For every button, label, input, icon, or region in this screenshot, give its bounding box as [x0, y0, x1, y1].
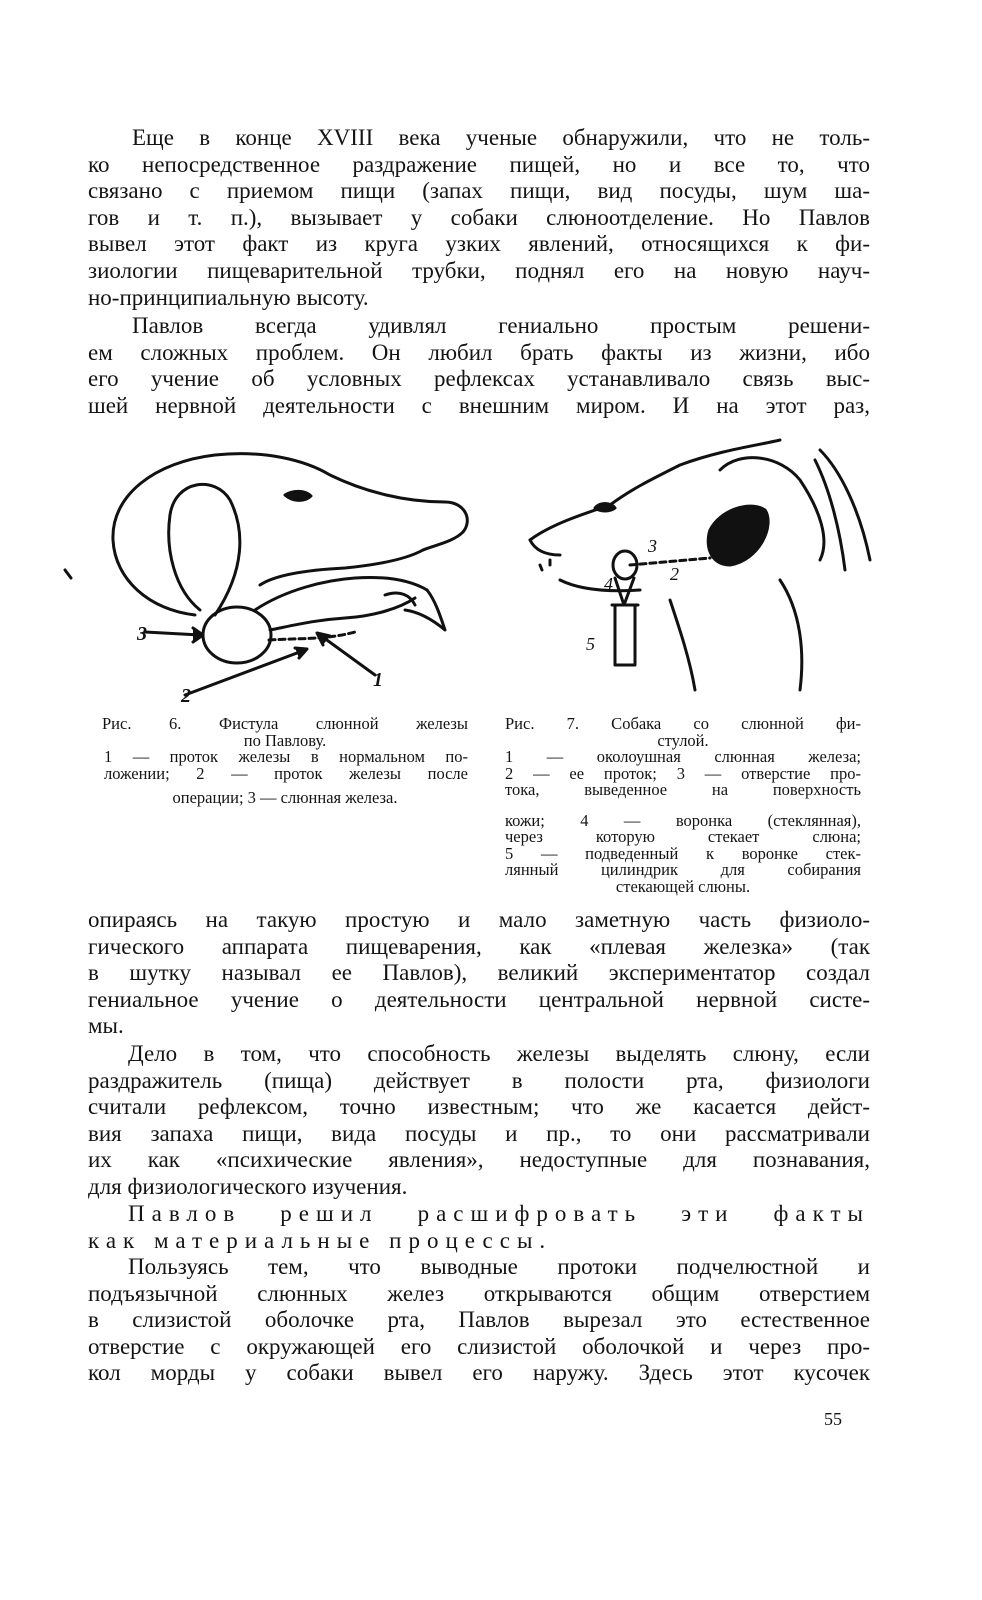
caption-line: 2 — ее проток; 3 — отверстие про- [505, 763, 861, 783]
text-line: в шутку называл ее Павлов), великий экспериментатор создал [88, 960, 870, 986]
text-line: зиологии пищеварительной трубки, поднял его на новую науч- [88, 257, 870, 283]
paragraph-3 [88, 907, 870, 1040]
figure-7-caption [505, 716, 861, 895]
fig6-label-3: 3 [137, 623, 147, 645]
caption-line: тока, выведенное на поверхность [505, 780, 861, 799]
page-number: 55 [824, 1409, 842, 1429]
text-line: его учение об условных рефлексах устанавливало связь выс- [88, 366, 870, 392]
text-line: гического аппарата пищеварения, как «плевая железка» (так [88, 933, 870, 959]
fig7-label-4: 4 [604, 574, 613, 594]
text-line: Павлов решил расшифровать эти факты [128, 1201, 870, 1226]
paragraph-5 [88, 1201, 870, 1254]
caption-line: операции; 3 — слюнная железа. [172, 788, 398, 807]
fig6-label-2: 2 [181, 685, 191, 705]
fig7-label-2: 2 [670, 564, 679, 584]
figure-7-drawing [520, 430, 880, 700]
text-line: как материальные процессы. [88, 1227, 553, 1253]
fig6-label-1: 1 [373, 669, 383, 691]
text-line: в слизистой оболочке рта, Павлов вырезал это естественное [88, 1307, 870, 1333]
caption-line: стулой. [657, 730, 709, 750]
caption-line: Рис. 6. Фистула слюнной железы [102, 714, 468, 733]
text-line: Еще в конце XVIII века ученые обнаружили, что не толь- [132, 125, 870, 150]
dog-with-fistula-illustration [520, 430, 880, 700]
fig7-label-5: 5 [586, 634, 595, 654]
text-line: гениальное учение о деятельности центральной нервной систе- [88, 986, 870, 1012]
caption-line: стекающей слюны. [615, 876, 751, 896]
caption-line: ложении; 2 — проток железы после [104, 763, 468, 783]
fig7-label-3: 3 [648, 536, 657, 556]
paragraph-4 [88, 1041, 870, 1201]
text-line: для физиологического изучения. [88, 1173, 408, 1199]
text-line: опираясь на такую простую и мало заметную часть физиоло- [88, 907, 870, 932]
fig7-label-1: 1 [750, 514, 759, 534]
text-line: их как «психические явления», недоступные для познавания, [88, 1147, 870, 1173]
text-line: ко непосредственное раздражение пищей, но и все то, что [88, 151, 870, 177]
caption-line: лянный цилиндрик для собирания [505, 860, 861, 879]
dog-salivary-fistula-illustration [55, 440, 485, 705]
text-line: Павлов всегда удивлял гениально простым решени- [132, 313, 870, 338]
figure-6-caption [102, 716, 468, 807]
text-line: ем сложных проблем. Он любил брать факты из жизни, ибо [88, 339, 870, 365]
text-line: раздражитель (пища) действует в полости рта, физиологи [88, 1067, 870, 1093]
text-line: кол морды у собаки вывел его наружу. Здесь этот кусочек [88, 1360, 870, 1386]
caption-line: Рис. 7. Собака со слюнной фи- [505, 714, 861, 733]
caption-line: 1 — околоушная слюнная железа; [505, 747, 861, 766]
text-line: мы. [88, 1013, 124, 1039]
text-line: шей нервной деятельности с внешним миром. И на этот раз, [88, 392, 870, 418]
text-line: отверстие с окружающей его слизистой оболочкой и через про- [88, 1333, 870, 1359]
caption-line: 5 — подведенный к воронке стек- [505, 843, 861, 863]
text-line: связано с приемом пищи (запах пищи, вид посуды, шум ша- [88, 178, 870, 204]
caption-line: по Павлову. [243, 730, 327, 750]
caption-line: через которую стекает слюна; [505, 827, 861, 846]
caption-line: 1 — проток железы в нормальном по- [104, 747, 468, 766]
paragraph-6 [88, 1254, 870, 1387]
paragraph-1 [88, 125, 870, 311]
text-line: но-принципиальную высоту. [88, 284, 369, 310]
text-line: подъязычной слюнных желез открываются общим отверстием [88, 1280, 870, 1306]
text-line: вия запаха пищи, вида посуды и пр., то они рассматривали [88, 1120, 870, 1146]
figure-6-drawing [55, 440, 485, 705]
text-line: Дело в том, что способность железы выделять слюну, если [128, 1041, 870, 1066]
paragraph-2 [88, 313, 870, 419]
text-line: считали рефлексом, точно известным; что же касается дейст- [88, 1094, 870, 1120]
text-line: вывел этот факт из круга узких явлений, относящихся к фи- [88, 231, 870, 257]
caption-line: кожи; 4 — воронка (стеклянная), [505, 810, 861, 830]
text-line: гов и т. п.), вызывает у собаки слюноотделение. Но Павлов [88, 204, 870, 230]
text-line: Пользуясь тем, что выводные протоки подчелюстной и [128, 1254, 870, 1279]
